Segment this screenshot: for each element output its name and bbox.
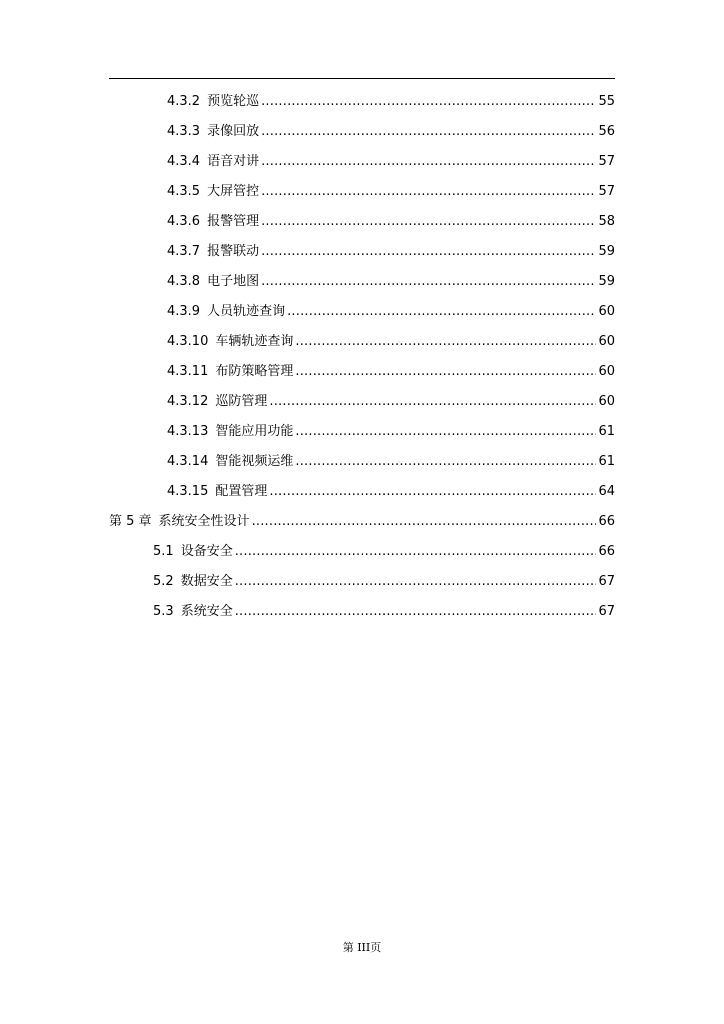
toc-entry-title: 智能应用功能 xyxy=(215,424,294,439)
toc-dot-leader xyxy=(235,572,597,592)
toc-entry-4-3-9[interactable] xyxy=(167,302,615,322)
toc-entry-title: 人员轨迹查询 xyxy=(207,304,286,319)
toc-entry-4-3-15[interactable] xyxy=(167,482,615,502)
toc-entry-title: 大屏管控 xyxy=(207,184,260,199)
toc-entry-page: 60 xyxy=(598,394,615,409)
toc-entry-title: 设备安全 xyxy=(180,544,233,559)
toc-entry-page: 66 xyxy=(598,544,615,559)
toc-dot-leader xyxy=(269,482,596,502)
toc-entry-page: 57 xyxy=(598,184,615,199)
toc-entry-number: 4.3.2 xyxy=(167,94,201,109)
toc-entry-page: 67 xyxy=(598,574,615,589)
toc-entry-number: 4.3.14 xyxy=(167,454,209,469)
toc-entry-number: 4.3.15 xyxy=(167,484,209,499)
toc-dot-leader xyxy=(235,542,597,562)
toc-entry-number: 4.3.8 xyxy=(167,274,201,289)
toc-entry-number: 第 5 章 xyxy=(109,514,152,529)
toc-dot-leader xyxy=(295,332,596,352)
toc-entry-title: 巡防管理 xyxy=(215,394,268,409)
toc-entry-title: 报警管理 xyxy=(207,214,260,229)
toc-entry-5-2[interactable] xyxy=(153,572,615,592)
toc-entry-4-3-13[interactable] xyxy=(167,422,615,442)
toc-entry-title: 系统安全性设计 xyxy=(158,514,250,529)
toc-entry-title: 车辆轨迹查询 xyxy=(215,334,294,349)
toc-entry-4-3-3[interactable] xyxy=(167,122,615,142)
toc-entry-4-3-5[interactable] xyxy=(167,182,615,202)
toc-entry-page: 57 xyxy=(598,154,615,169)
toc-entry-title: 智能视频运维 xyxy=(215,454,294,469)
toc-entry-5-3[interactable] xyxy=(153,602,615,622)
toc-entry-number: 4.3.13 xyxy=(167,424,209,439)
toc-entry-page: 55 xyxy=(598,94,615,109)
toc-entry-4-3-14[interactable] xyxy=(167,452,615,472)
toc-entry-title: 录像回放 xyxy=(207,124,260,139)
toc-entry-number: 5.1 xyxy=(153,544,174,559)
toc-entry-page: 59 xyxy=(598,244,615,259)
toc-entry-chapter-5[interactable] xyxy=(109,512,615,532)
toc-entry-page: 58 xyxy=(598,214,615,229)
toc-dot-leader xyxy=(287,302,596,322)
toc-dot-leader xyxy=(252,512,597,532)
page-number-label: 第 III页 xyxy=(342,941,382,954)
toc-entry-title: 预览轮巡 xyxy=(207,94,260,109)
toc-entry-number: 4.3.9 xyxy=(167,304,201,319)
toc-entry-4-3-10[interactable] xyxy=(167,332,615,352)
toc-entry-number: 4.3.5 xyxy=(167,184,201,199)
toc-entry-number: 4.3.6 xyxy=(167,214,201,229)
page-footer xyxy=(0,939,724,955)
toc-dot-leader xyxy=(261,152,596,172)
toc-entry-number: 4.3.11 xyxy=(167,364,209,379)
toc-dot-leader xyxy=(295,422,596,442)
toc-entry-page: 56 xyxy=(598,124,615,139)
toc-entry-page: 67 xyxy=(598,604,615,619)
toc-dot-leader xyxy=(261,212,596,232)
toc-entry-5-1[interactable] xyxy=(153,542,615,562)
toc-entry-number: 4.3.7 xyxy=(167,244,201,259)
toc-entry-number: 5.3 xyxy=(153,604,174,619)
toc-entry-title: 配置管理 xyxy=(215,484,268,499)
toc-dot-leader xyxy=(261,242,596,262)
toc-entry-page: 66 xyxy=(598,514,615,529)
toc-entry-page: 59 xyxy=(598,274,615,289)
toc-entry-number: 4.3.3 xyxy=(167,124,201,139)
toc-entry-title: 布防策略管理 xyxy=(215,364,294,379)
toc-entry-number: 5.2 xyxy=(153,574,174,589)
toc-entry-page: 64 xyxy=(598,484,615,499)
toc-dot-leader xyxy=(235,602,597,622)
toc-dot-leader xyxy=(261,122,596,142)
toc-entry-title: 系统安全 xyxy=(180,604,233,619)
toc-entry-4-3-7[interactable] xyxy=(167,242,615,262)
toc-entry-page: 61 xyxy=(598,424,615,439)
toc-entry-number: 4.3.10 xyxy=(167,334,209,349)
toc-entry-4-3-6[interactable] xyxy=(167,212,615,232)
toc-entry-page: 60 xyxy=(598,334,615,349)
toc-entry-title: 电子地图 xyxy=(207,274,260,289)
toc-dot-leader xyxy=(295,362,596,382)
toc-entry-page: 60 xyxy=(598,304,615,319)
toc-entry-4-3-4[interactable] xyxy=(167,152,615,172)
toc-entry-page: 61 xyxy=(598,454,615,469)
toc-entry-number: 4.3.12 xyxy=(167,394,209,409)
toc-entry-title: 报警联动 xyxy=(207,244,260,259)
toc-dot-leader xyxy=(295,452,596,472)
toc-entry-4-3-11[interactable] xyxy=(167,362,615,382)
toc-entry-page: 60 xyxy=(598,364,615,379)
header-rule xyxy=(109,78,615,79)
toc-entry-4-3-8[interactable] xyxy=(167,272,615,292)
toc-entry-title: 语音对讲 xyxy=(207,154,260,169)
toc-dot-leader xyxy=(269,392,596,412)
toc-entry-4-3-12[interactable] xyxy=(167,392,615,412)
toc-entry-number: 4.3.4 xyxy=(167,154,201,169)
toc-entry-title: 数据安全 xyxy=(180,574,233,589)
toc-dot-leader xyxy=(261,272,596,292)
toc-dot-leader xyxy=(261,92,596,112)
toc-entry-4-3-2[interactable] xyxy=(167,92,615,112)
toc-dot-leader xyxy=(261,182,596,202)
